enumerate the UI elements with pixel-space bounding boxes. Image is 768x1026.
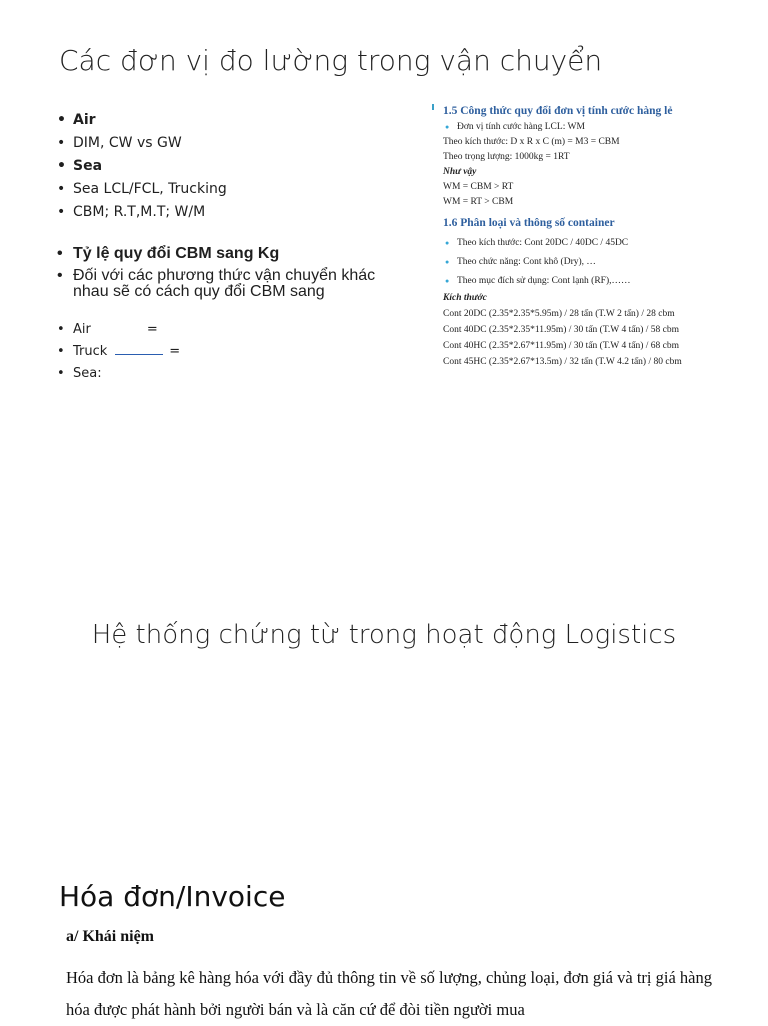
- list-item: • Đối với các phương thức vận chuyển khác nhau sẽ có cách quy đổi CBM sang: [57, 268, 407, 300]
- invoice-title: Hóa đơn/Invoice: [59, 880, 286, 913]
- panel-line: Như vậy: [443, 167, 477, 177]
- mode-label: Air: [73, 322, 91, 337]
- mode-label: Sea:: [73, 366, 102, 381]
- panel-line: ● Đơn vị tính cước hàng LCL: WM: [443, 120, 725, 135]
- section-title: Hệ thống chứng từ trong hoạt động Logistics: [91, 620, 677, 650]
- panel-marker: [432, 104, 434, 110]
- blank-underline: [115, 342, 163, 355]
- concept-paragraph: Hóa đơn là bảng kê hàng hóa với đầy đủ thông tin về số lượng, chủng loại, đơn giá và trị giá hàng hóa được phát hành bởi người bán và là căn cứ để đòi tiền người mua: [66, 968, 712, 1019]
- equals-sign: =: [146, 322, 158, 337]
- list-item: • Tỷ lệ quy đổi CBM sang Kg: [57, 246, 407, 262]
- list-item-sea: [57, 364, 180, 386]
- bullet-list-modes: [57, 320, 180, 386]
- concept-heading: a/ Khái niệm: [66, 928, 155, 945]
- panel-line: Theo trọng lượng: 1000kg = 1RT: [443, 152, 570, 162]
- panel-line: Cont 20DC (2.35*2.35*5.95m) / 28 tấn (T.W 2 tấn) / 28 cbm: [443, 309, 675, 319]
- list-item-truck: [57, 342, 180, 364]
- list-item: • Sea LCL/FCL, Trucking: [57, 179, 227, 202]
- mode-label: Truck: [73, 344, 108, 359]
- bullet-list-conversion: [57, 246, 407, 306]
- list-item: • CBM; R.T,M.T; W/M: [57, 202, 227, 225]
- list-item: • Air: [57, 110, 227, 133]
- panel-line: ● Theo chức năng: Cont khô (Dry), …: [443, 253, 725, 272]
- slide-title: Các đơn vị đo lường trong vận chuyển: [59, 44, 603, 77]
- panel-line: WM = RT > CBM: [443, 197, 514, 207]
- panel-heading: 1.6 Phân loại và thông số container: [443, 217, 615, 229]
- panel-line: Cont 40DC (2.35*2.35*11.95m) / 30 tấn (T.W 4 tấn) / 58 cbm: [443, 325, 679, 335]
- panel-line: Theo kích thước: D x R x C (m) = M3 = CBM: [443, 137, 620, 147]
- panel-line: Kích thước: [443, 293, 487, 303]
- panel-line: ● Theo mục đích sử dụng: Cont lạnh (RF),……: [443, 272, 725, 291]
- list-item: • Sea: [57, 156, 227, 179]
- container-info-panel: [435, 102, 725, 382]
- panel-line: Cont 40HC (2.35*2.67*11.95m) / 30 tấn (T.W 4 tấn) / 68 cbm: [443, 341, 679, 351]
- bullet-list-units: [57, 110, 227, 225]
- panel-line: Cont 45HC (2.35*2.67*13.5m) / 32 tấn (T.W 4.2 tấn) / 80 cbm: [443, 357, 682, 367]
- equals-sign: =: [169, 344, 181, 359]
- list-item: • DIM, CW vs GW: [57, 133, 227, 156]
- panel-heading: 1.5 Công thức quy đổi đơn vị tính cước hàng lẻ: [443, 105, 673, 117]
- list-item-air: [57, 320, 180, 342]
- panel-line: WM = CBM > RT: [443, 182, 514, 192]
- panel-line: ● Theo kích thước: Cont 20DC / 40DC / 45DC: [443, 234, 725, 253]
